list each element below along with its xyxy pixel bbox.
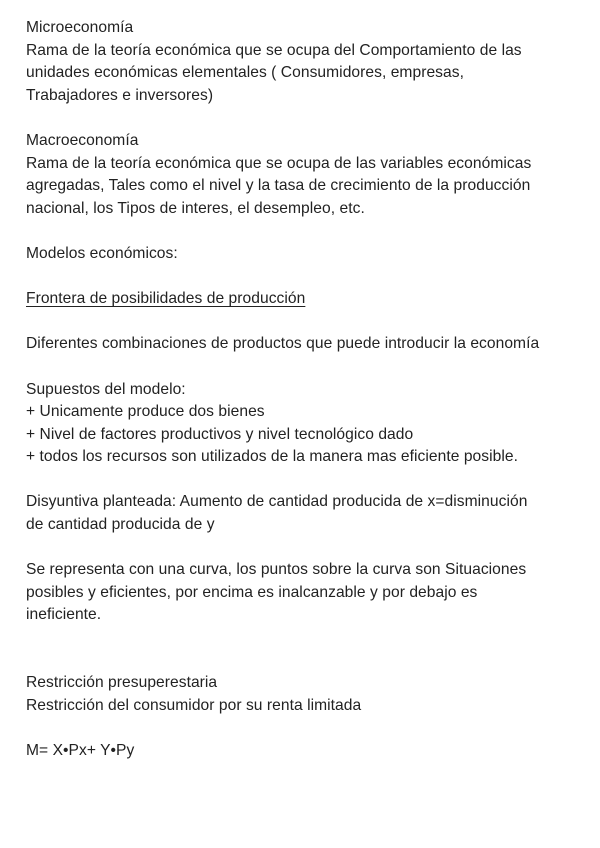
- spacer: [26, 266, 586, 289]
- budget-definition: Restricción del consumidor por su renta limitada: [26, 696, 362, 714]
- macro-line-1: Rama de la teoría económica que se ocupa de las variables económicas: [26, 154, 532, 172]
- assumption-item-2: + Nivel de factores productivos y nivel tecnológico dado: [26, 425, 414, 443]
- frontier-definition: Diferentes combinaciones de productos que puede introducir la economía: [26, 335, 540, 353]
- micro-line-2: unidades económicas elementales ( Consumidores, empresas,: [26, 64, 464, 82]
- assumptions-title: Supuestos del modelo:: [26, 380, 186, 398]
- assumption-item-1: + Unicamente produce dos bienes: [26, 403, 265, 421]
- assumption-item-3: + todos los recursos son utilizados de la manera mas eficiente posible.: [26, 448, 518, 466]
- macro-line-2: agregadas, Tales como el nivel y la tasa de crecimiento de la producción: [26, 177, 531, 195]
- spacer: [26, 356, 586, 379]
- curve-line-1: Se representa con una curva, los puntos sobre la curva son Situaciones: [26, 561, 527, 579]
- macro-line-3: nacional, los Tipos de interes, el desempleo, etc.: [26, 199, 365, 217]
- spacer: [26, 469, 586, 492]
- macro-title: Macroeconomía: [26, 131, 139, 149]
- frontier-title: Frontera de posibilidades de producción: [26, 290, 306, 308]
- curve-line-3: ineficiente.: [26, 606, 102, 624]
- budget-title: Restricción presuperestaria: [26, 674, 218, 692]
- curve-line-2: posibles y eficientes, por encima es inalcanzable y por debajo es: [26, 583, 478, 601]
- budget-formula: M= X•Px+ Y•Py: [26, 742, 135, 759]
- tradeoff-line-2: de cantidad producida de y: [26, 516, 215, 534]
- micro-title: Microeconomía: [26, 19, 134, 36]
- models-title: Modelos económicos:: [26, 244, 178, 262]
- spacer: [26, 650, 586, 673]
- spacer: [26, 220, 586, 243]
- spacer: [26, 627, 586, 650]
- spacer: [26, 537, 586, 560]
- spacer: [26, 717, 586, 740]
- spacer: [26, 311, 586, 334]
- micro-line-1: Rama de la teoría económica que se ocupa del Comportamiento de las: [26, 41, 522, 59]
- spacer: [26, 107, 586, 130]
- tradeoff-line-1: Disyuntiva planteada: Aumento de cantidad producida de x=disminución: [26, 493, 528, 511]
- note-document: [26, 17, 586, 763]
- micro-line-3: Trabajadores e inversores): [26, 86, 214, 104]
